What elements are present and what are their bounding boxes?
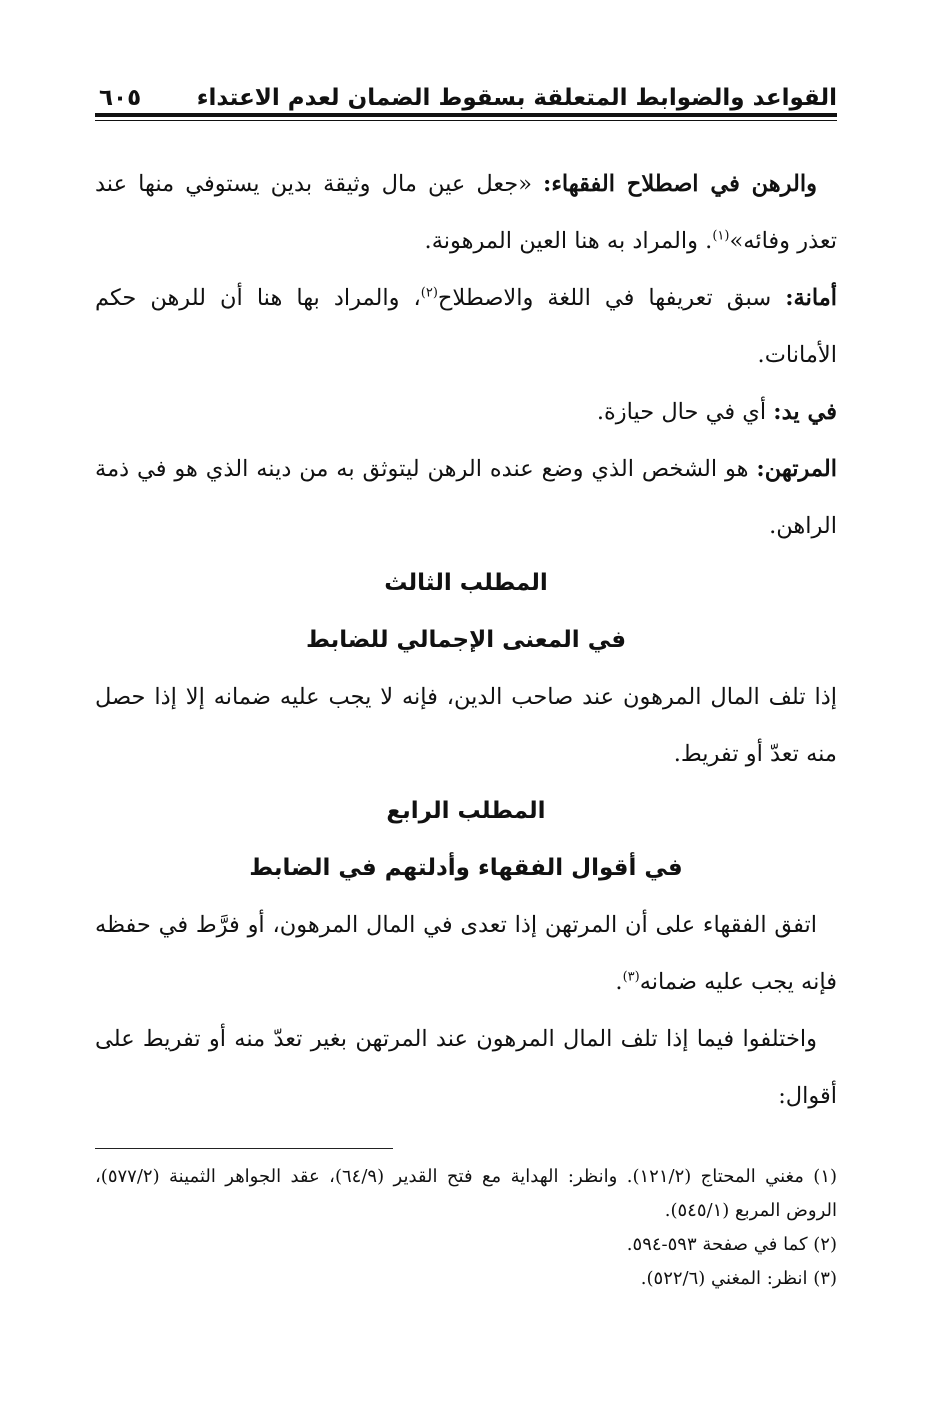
paragraph-text-tail: ، والمراد بها هنا أن للرهن حكم الأمانات. <box>95 285 837 368</box>
header-rule-thin <box>95 120 837 121</box>
book-page <box>95 60 837 1360</box>
paragraph-text: إذا تلف المال المرهون عند صاحب الدين، فإنه لا يجب عليه ضمانه إلا إذا حصل منه تعدّ أو تفريط. <box>95 684 837 767</box>
footnote-ref-2: (٢) <box>420 285 438 301</box>
paragraph-text: اتفق الفقهاء على أن المرتهن إذا تعدى في المال المرهون، أو فرَّط في حفظه فإنه يجب عليه ضمانه <box>95 912 837 995</box>
paragraph-text-tail: . والمراد به هنا العين المرهونة. <box>424 228 713 254</box>
section-heading-third: المطلب الثالث <box>384 570 548 596</box>
term-amana: أمانة: <box>785 285 837 311</box>
term-rahn: والرهن في اصطلاح الفقهاء: <box>543 171 817 197</box>
main-text <box>95 156 837 1125</box>
page-number: ٦٠٥ <box>99 85 142 111</box>
paragraph-text-tail: . <box>615 969 623 995</box>
footnote-ref-3: (٣) <box>622 969 640 985</box>
footnote-1: (١) مغني المحتاج (١٢١/٢). وانظر: الهداية مع فتح القدير (٦٤/٩)، عقد الجواهر الثمينة (٥٧٧/٢)، الروض المربع (٥٤٥/١). <box>95 1166 838 1221</box>
paragraph-murtahin-definition <box>95 441 837 555</box>
footnote-ref-1: (١) <box>712 228 730 244</box>
paragraph-text: سبق تعريفها في اللغة والاصطلاح <box>437 285 786 311</box>
paragraph-yad-definition <box>95 384 837 441</box>
header-rule-thick <box>95 113 837 117</box>
paragraph-disagreement <box>95 1011 837 1125</box>
paragraph-rahn-definition <box>95 156 837 270</box>
term-yad: في يد: <box>773 399 837 425</box>
paragraph-text: «جعل عين مال وثيقة بدين يستوفي منها عند تعذر وفائه» <box>95 171 837 254</box>
footnote-2: (٢) كما في صفحة ٥٩٣-٥٩٤. <box>626 1234 837 1255</box>
term-murtahin: المرتهن: <box>756 456 837 482</box>
footnote-3: (٣) انظر: المغني (٥٢٢/٦). <box>640 1268 837 1289</box>
paragraph-amana-definition <box>95 270 837 384</box>
section-subheading-jurists-opinions: في أقوال الفقهاء وأدلتهم في الضابط <box>249 855 683 881</box>
running-title: القواعد والضوابط المتعلقة بسقوط الضمان لعدم الاعتداء <box>196 85 837 111</box>
section-subheading-general-meaning: في المعنى الإجمالي للضابط <box>305 627 627 653</box>
paragraph-general-meaning <box>95 669 837 783</box>
paragraph-text: واختلفوا فيما إذا تلف المال المرهون عند المرتهن بغير تعدّ منه أو تفريط على أقوال: <box>95 1026 837 1109</box>
paragraph-text: أي في حال حيازة. <box>596 399 774 425</box>
paragraph-agreement <box>95 897 837 1011</box>
footnotes <box>95 1160 837 1296</box>
footnote-separator <box>95 1148 393 1149</box>
paragraph-text: هو الشخص الذي وضع عنده الرهن ليتوثق به من دينه الذي هو في ذمة الراهن. <box>95 456 837 539</box>
section-heading-fourth: المطلب الرابع <box>386 798 546 824</box>
